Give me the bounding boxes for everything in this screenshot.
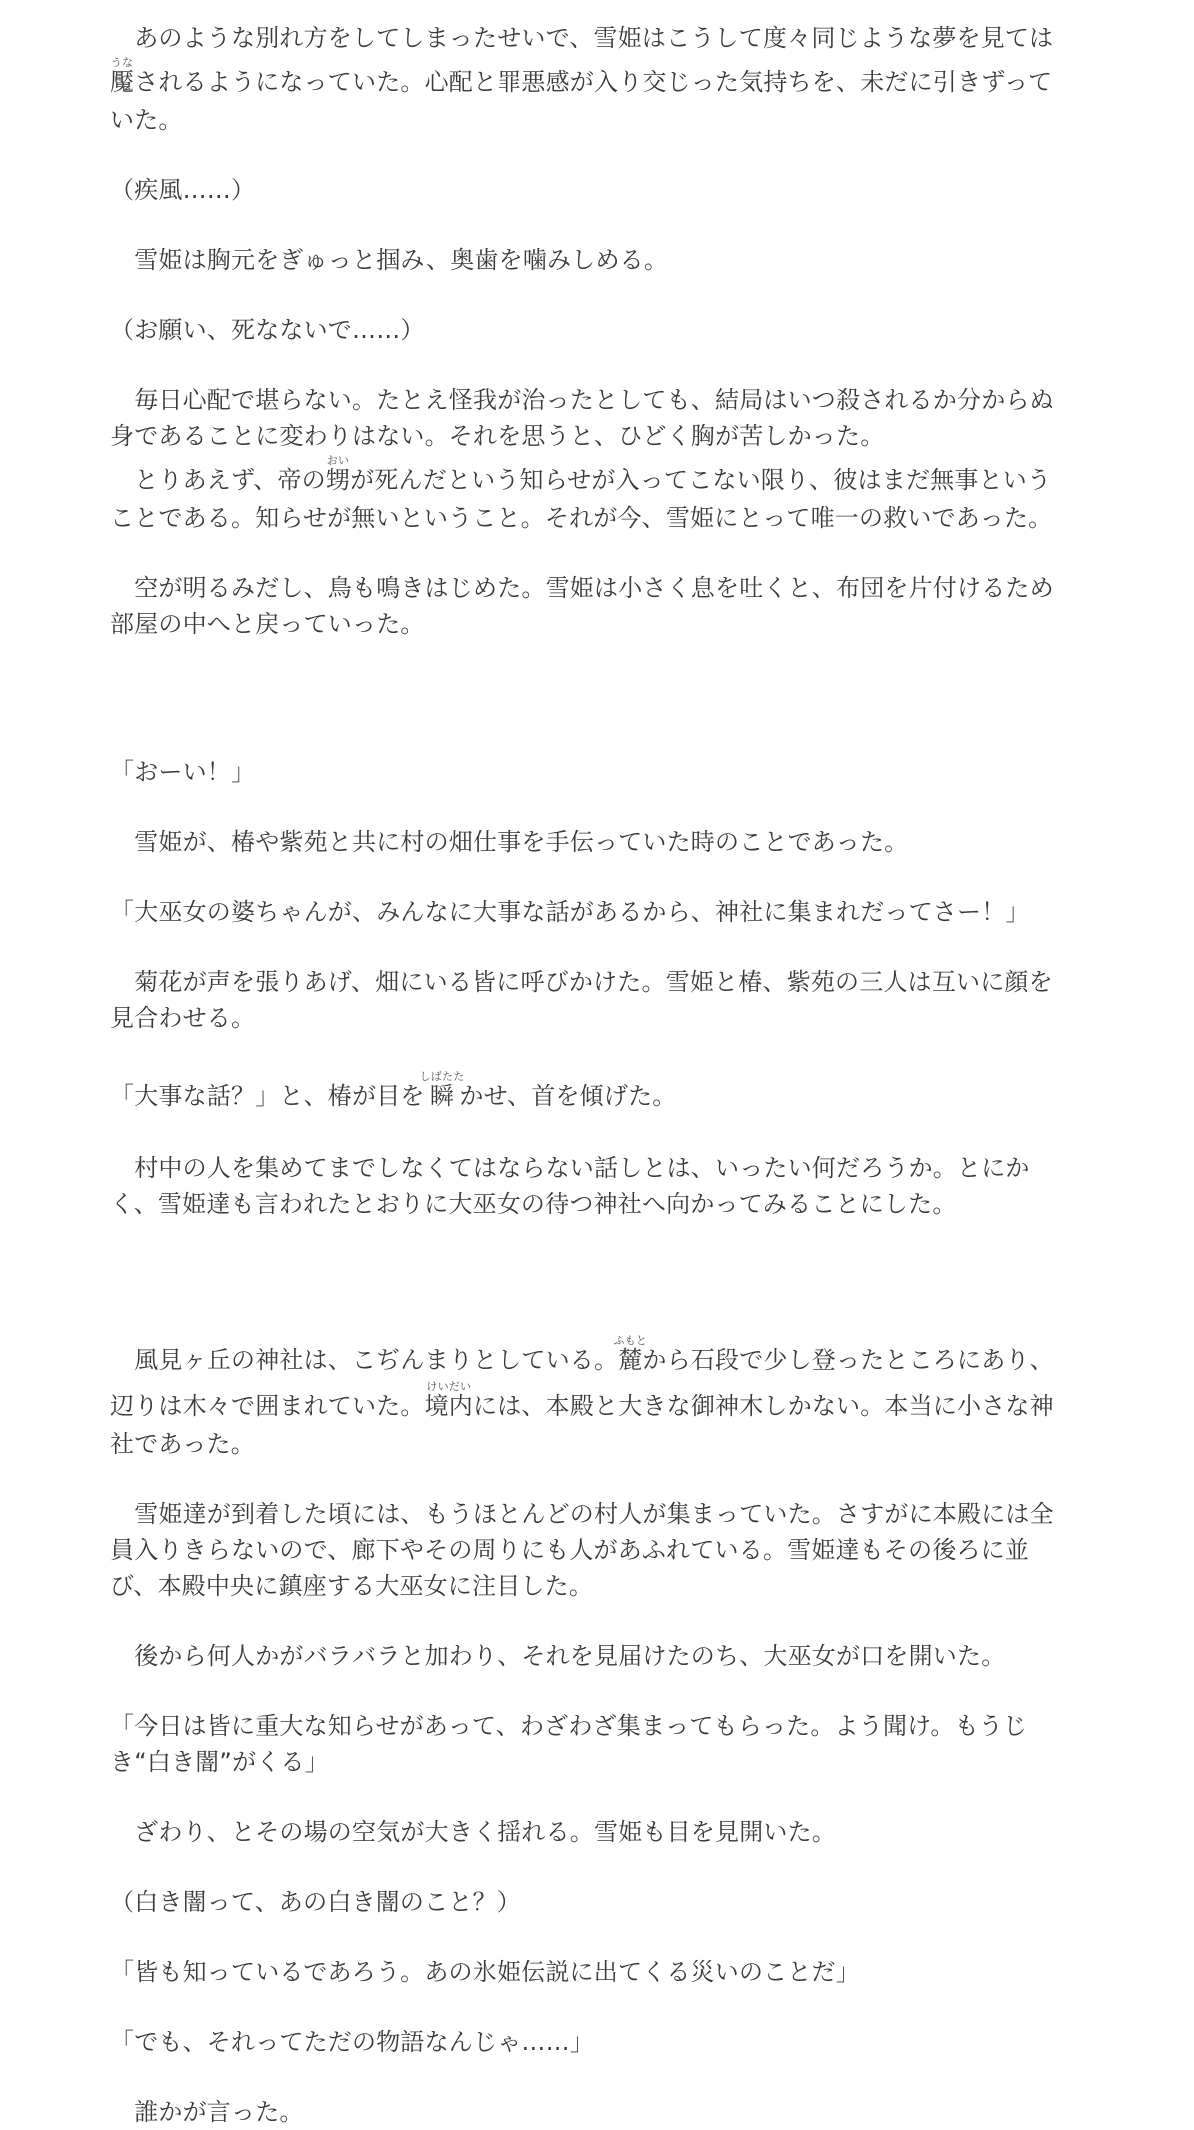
paragraph-line: 社であった。 <box>110 1430 255 1458</box>
dialogue-line: 「おーい！」 <box>110 758 256 786</box>
paragraph-line: 部屋の中へと戻っていった。 <box>110 610 425 638</box>
paragraph-line: ざわり、とその場の空気が大きく揺れる。雪姫も目を見開いた。 <box>110 1818 836 1846</box>
paragraph-line: 雪姫が、椿や紫苑と共に村の畑仕事を手伝っていた時のことであった。 <box>110 828 909 856</box>
ruby-word: 魘うな <box>110 56 135 96</box>
paragraph-line: 魘うなされるようになっていた。心配と罪悪感が入り交じった気持ちを、未だに引きずって <box>110 56 1053 96</box>
paragraph-line: 菊花が声を張りあげ、畑にいる皆に呼びかけた。雪姫と椿、紫苑の三人は互いに顔を <box>110 968 1053 996</box>
paragraph-line: く、雪姫達も言われたとおりに大巫女の待つ神社へ向かってみることにした。 <box>110 1190 957 1218</box>
paragraph-line: 辺りは木々で囲まれていた。境内けいだいには、本殿と大きな御神木しかない。本当に小さな神 <box>110 1380 1054 1420</box>
monologue-line: （疾風……） <box>110 176 256 204</box>
paragraph-line: 雪姫達が到着した頃には、もうほとんどの村人が集まっていた。さすがに本殿には全 <box>110 1500 1054 1528</box>
dialogue-line: 「大事な話？」と、椿が目を瞬しばたたかせ、首を傾げた。 <box>110 1070 677 1110</box>
paragraph-line: 身であることに変わりはない。それを思うと、ひどく胸が苦しかった。 <box>110 422 885 450</box>
dialogue-line: 「皆も知っているであろう。あの氷姫伝説に出てくる災いのことだ」 <box>110 1958 860 1986</box>
dialogue-line: 「大巫女の婆ちゃんが、みんなに大事な話があるから、神社に集まれだってさー！」 <box>110 898 1030 926</box>
ruby-word: 境内けいだい <box>424 1380 474 1420</box>
paragraph-line: 風見ヶ丘の神社は、こぢんまりとしている。麓ふもとから石段で少し登ったところにあり、 <box>110 1334 1054 1374</box>
paragraph-line: とりあえず、帝の甥おいが死んだという知らせが入ってこない限り、彼はまだ無事という <box>110 454 1052 494</box>
dialogue-line: 「でも、それってただの物語なんじゃ……」 <box>110 2028 594 2056</box>
paragraph-line: あのような別れ方をしてしまったせいで、雪姫はこうして度々同じような夢を見ては <box>110 24 1054 52</box>
monologue-line: （白き闇って、あの白き闇のこと？） <box>110 1888 521 1916</box>
paragraph-line: 雪姫は胸元をぎゅっと掴み、奥歯を噛みしめる。 <box>110 246 669 274</box>
dialogue-line: 「今日は皆に重大な知らせがあって、わざわざ集まってもらった。よう聞け。もうじ <box>110 1712 1028 1740</box>
dialogue-line: き“白き闇”がくる」 <box>110 1748 329 1776</box>
ruby-word: 麓ふもと <box>613 1334 648 1374</box>
ruby-word: 甥おい <box>325 454 351 494</box>
paragraph-line: 村中の人を集めてまでしなくてはならない話しとは、いったい何だろうか。とにか <box>110 1154 1030 1182</box>
ruby-word: 瞬しばたた <box>419 1070 465 1110</box>
paragraph-line: 後から何人かがバラバラと加わり、それを見届けたのち、大巫女が口を開いた。 <box>110 1642 1006 1670</box>
paragraph-line: 毎日心配で堪らない。たとえ怪我が治ったとしても、結局はいつ殺されるか分からぬ <box>110 386 1054 414</box>
paragraph-line: いた。 <box>110 106 183 134</box>
monologue-line: （お願い、死なないで……） <box>110 316 425 344</box>
paragraph-line: 見合わせる。 <box>110 1004 256 1032</box>
paragraph-line: ことである。知らせが無いということ。それが今、雪姫にとって唯一の救いであった。 <box>110 504 1053 532</box>
paragraph-line: 誰かが言った。 <box>110 2098 304 2126</box>
paragraph-line: 空が明るみだし、鳥も鳴きはじめた。雪姫は小さく息を吐くと、布団を片付けるため <box>110 574 1054 602</box>
paragraph-line: 員入りきらないので、廊下やその周りにも人があふれている。雪姫達もその後ろに並 <box>110 1536 1030 1564</box>
story-text <box>110 20 1090 2130</box>
paragraph-line: び、本殿中央に鎮座する大巫女に注目した。 <box>110 1572 594 1600</box>
